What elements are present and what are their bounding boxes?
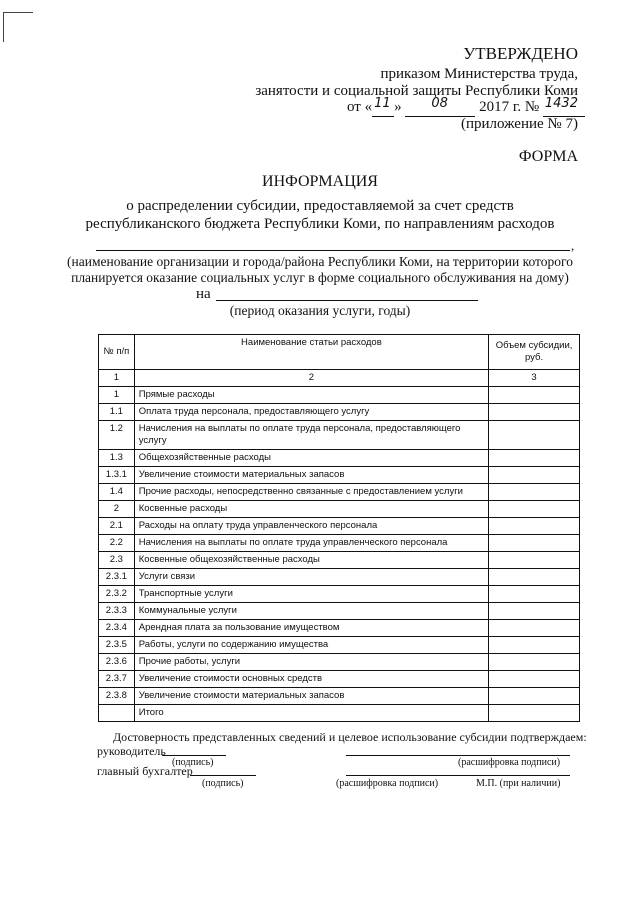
- row-expense-name: Оплата труда персонала, предоставляющего услугу: [134, 404, 488, 421]
- organization-line-comma: ,: [571, 238, 575, 253]
- row-number: 1.3.1: [99, 467, 135, 484]
- row-subsidy-amount[interactable]: [489, 387, 580, 404]
- row-number: 2.3.2: [99, 586, 135, 603]
- row-number: 2.1: [99, 518, 135, 535]
- order-number-field: [543, 96, 585, 117]
- row-expense-name: Косвенные общехозяйственные расходы: [134, 552, 488, 569]
- row-subsidy-amount[interactable]: [489, 603, 580, 620]
- row-number: 1.4: [99, 484, 135, 501]
- row-expense-name: Косвенные расходы: [134, 501, 488, 518]
- index-cell-1: 1: [99, 370, 135, 387]
- table-row: [99, 569, 580, 586]
- accountant-label: главный бухгалтер: [97, 764, 193, 778]
- table-row: [99, 688, 580, 705]
- row-number: 2.3.8: [99, 688, 135, 705]
- subtitle-line-1: о распределении субсидии, предоставляемой за счет средств: [126, 198, 514, 214]
- table-body: [99, 387, 580, 722]
- row-number: 2.3: [99, 552, 135, 569]
- approval-date-line: [347, 96, 585, 117]
- row-number: 2.2: [99, 535, 135, 552]
- head-label: руководитель: [97, 744, 166, 758]
- row-subsidy-amount[interactable]: [489, 569, 580, 586]
- order-number: 1432: [544, 96, 578, 111]
- row-subsidy-amount[interactable]: [489, 484, 580, 501]
- row-subsidy-amount[interactable]: [489, 535, 580, 552]
- head-signature-line[interactable]: [162, 755, 226, 756]
- row-number: 2.3.3: [99, 603, 135, 620]
- date-day-field: [372, 96, 394, 117]
- row-subsidy-amount[interactable]: [489, 467, 580, 484]
- row-subsidy-amount[interactable]: [489, 552, 580, 569]
- table-row: [99, 552, 580, 569]
- head-decode-line[interactable]: [346, 755, 570, 756]
- approval-line-2: занятости и социальной защиты Республики Коми: [255, 83, 578, 99]
- organization-name-line: [96, 250, 570, 251]
- index-cell-3: 3: [489, 370, 580, 387]
- period-line: [216, 300, 478, 301]
- row-subsidy-amount[interactable]: [489, 671, 580, 688]
- form-label: ФОРМА: [518, 148, 578, 165]
- accountant-signature-line[interactable]: [190, 775, 256, 776]
- table-row: [99, 467, 580, 484]
- row-number: 2.3.7: [99, 671, 135, 688]
- accountant-decode-line[interactable]: [346, 775, 570, 776]
- row-expense-name: Начисления на выплаты по оплате труда управленческого персонала: [134, 535, 488, 552]
- row-expense-name: Арендная плата за пользование имуществом: [134, 620, 488, 637]
- date-month: 08: [431, 96, 448, 111]
- table-row: [99, 518, 580, 535]
- row-number: 1.3: [99, 450, 135, 467]
- row-expense-name: Прочие расходы, непосредственно связанные с предоставлением услуги: [134, 484, 488, 501]
- header-num: № п/п: [99, 335, 135, 370]
- table-row: [99, 404, 580, 421]
- organization-hint-2: планируется оказание социальных услуг в форме социального обслуживания на дому): [71, 270, 569, 285]
- row-expense-name: Общехозяйственные расходы: [134, 450, 488, 467]
- row-expense-name: Расходы на оплату труда управленческого персонала: [134, 518, 488, 535]
- row-subsidy-amount[interactable]: [489, 450, 580, 467]
- row-subsidy-amount[interactable]: [489, 705, 580, 722]
- table-row: [99, 421, 580, 450]
- row-expense-name: Увеличение стоимости материальных запасов: [134, 688, 488, 705]
- confirm-text: Достоверность представленных сведений и целевое использование субсидии подтверждаем:: [113, 730, 587, 744]
- row-subsidy-amount[interactable]: [489, 637, 580, 654]
- row-subsidy-amount[interactable]: [489, 421, 580, 450]
- row-number: 2.3.5: [99, 637, 135, 654]
- document-title: ИНФОРМАЦИЯ: [262, 173, 378, 190]
- table-row: [99, 387, 580, 404]
- organization-hint-1: (наименование организации и города/района Республики Коми, на территории которого: [67, 254, 573, 269]
- row-expense-name: Итого: [134, 705, 488, 722]
- table-row: [99, 620, 580, 637]
- table-row: [99, 501, 580, 518]
- stamp-hint: М.П. (при наличии): [476, 778, 561, 789]
- approval-title: УТВЕРЖДЕНО: [463, 44, 578, 63]
- row-expense-name: Прочие работы, услуги: [134, 654, 488, 671]
- index-cell-2: 2: [134, 370, 488, 387]
- row-number: 1.2: [99, 421, 135, 450]
- row-number: 2: [99, 501, 135, 518]
- row-number: [99, 705, 135, 722]
- date-mid: »: [394, 99, 402, 115]
- approval-appendix: (приложение № 7): [460, 116, 578, 132]
- table-row: [99, 671, 580, 688]
- header-sum: Объем субсидии, руб.: [489, 335, 580, 370]
- row-expense-name: Увеличение стоимости основных средств: [134, 671, 488, 688]
- table-row: [99, 586, 580, 603]
- accountant-sign-hint: (подпись): [202, 778, 244, 789]
- table-row: [99, 637, 580, 654]
- row-number: 1: [99, 387, 135, 404]
- accountant-decode-hint: (расшифровка подписи): [336, 778, 439, 789]
- table-row: [99, 450, 580, 467]
- row-expense-name: Работы, услуги по содержанию имущества: [134, 637, 488, 654]
- table-row: [99, 603, 580, 620]
- date-month-field: [405, 96, 475, 117]
- row-expense-name: Коммунальные услуги: [134, 603, 488, 620]
- table-row: [99, 535, 580, 552]
- row-number: 2.3.6: [99, 654, 135, 671]
- table-index-row: [99, 370, 580, 387]
- row-subsidy-amount[interactable]: [489, 688, 580, 705]
- row-number: 2.3.4: [99, 620, 135, 637]
- scan-corner-mark: [3, 12, 33, 13]
- scan-corner-mark-vertical: [3, 12, 4, 42]
- row-subsidy-amount[interactable]: [489, 654, 580, 671]
- table-row: [99, 484, 580, 501]
- row-subsidy-amount[interactable]: [489, 518, 580, 535]
- date-prefix: от «: [347, 99, 373, 115]
- date-year: 2017 г. №: [479, 99, 540, 115]
- row-subsidy-amount[interactable]: [489, 404, 580, 421]
- subtitle-line-2: республиканского бюджета Республики Коми, по направлениям расходов: [85, 216, 555, 232]
- period-prefix: на: [196, 286, 211, 302]
- row-number: 2.3.1: [99, 569, 135, 586]
- head-decode-hint: (расшифровка подписи): [458, 757, 561, 768]
- period-hint: (период оказания услуги, годы): [229, 303, 411, 318]
- table-header-row: [99, 335, 580, 370]
- approval-line-1: приказом Министерства труда,: [380, 66, 578, 82]
- head-sign-hint: (подпись): [172, 757, 214, 768]
- table-row: [99, 654, 580, 671]
- row-subsidy-amount[interactable]: [489, 620, 580, 637]
- row-expense-name: Услуги связи: [134, 569, 488, 586]
- row-expense-name: Увеличение стоимости материальных запасов: [134, 467, 488, 484]
- row-subsidy-amount[interactable]: [489, 586, 580, 603]
- row-expense-name: Транспортные услуги: [134, 586, 488, 603]
- expense-table: [98, 334, 580, 722]
- row-subsidy-amount[interactable]: [489, 501, 580, 518]
- row-expense-name: Прямые расходы: [134, 387, 488, 404]
- date-day: 11: [374, 96, 391, 111]
- row-expense-name: Начисления на выплаты по оплате труда персонала, предоставляющего услугу: [134, 421, 488, 450]
- table-row: [99, 705, 580, 722]
- header-name: Наименование статьи расходов: [134, 335, 488, 370]
- row-number: 1.1: [99, 404, 135, 421]
